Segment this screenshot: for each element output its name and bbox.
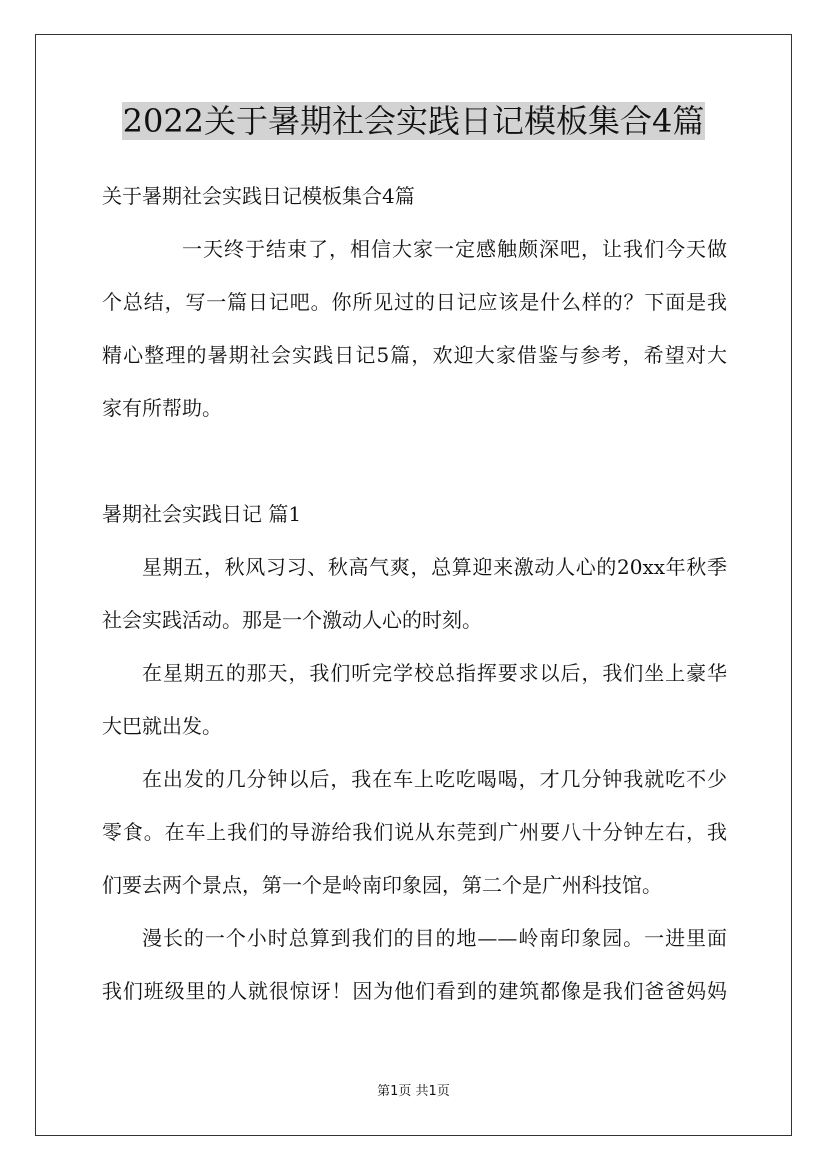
document-title — [0, 96, 827, 146]
text-line: 们要去两个景点，第一个是岭南印象园，第二个是广州科技馆。 — [102, 873, 662, 897]
text-line: 一天终于结束了，相信大家一定感触颇深吧，让我们今天做 — [182, 237, 727, 261]
text-line: 我们班级里的人就很惊讶！因为他们看到的建筑都像是我们爸爸妈妈 — [102, 979, 727, 1003]
text-line: 暑期社会实践日记 篇1 — [102, 502, 302, 526]
text-line: 漫长的一个小时总算到我们的目的地——岭南印象园。一进里面 — [142, 926, 727, 950]
text-line: 零食。在车上我们的导游给我们说从东莞到广州要八十分钟左右，我 — [102, 820, 727, 844]
page-footer: 第1页 共1页 — [377, 1084, 450, 1099]
text-line: 在星期五的那天，我们听完学校总指挥要求以后，我们坐上豪华 — [142, 661, 727, 685]
document-body — [102, 170, 727, 1018]
text-line: 精心整理的暑期社会实践日记5篇，欢迎大家借鉴与参考，希望对大 — [102, 343, 727, 367]
text-line: 在出发的几分钟以后，我在车上吃吃喝喝，才几分钟我就吃不少 — [142, 767, 727, 791]
text-line: 星期五，秋风习习、秋高气爽，总算迎来激动人心的20xx年秋季 — [142, 555, 727, 579]
text-line: 家有所帮助。 — [102, 396, 222, 420]
paragraph-gap — [102, 435, 727, 488]
text-line: 社会实践活动。那是一个激动人心的时刻。 — [102, 608, 482, 632]
document-title-text: 2022关于暑期社会实践日记模板集合4篇 — [122, 102, 705, 140]
text-line: 大巴就出发。 — [102, 714, 222, 738]
text-line: 个总结，写一篇日记吧。你所见过的日记应该是什么样的？下面是我 — [102, 290, 727, 314]
text-line: 关于暑期社会实践日记模板集合4篇 — [102, 184, 415, 208]
